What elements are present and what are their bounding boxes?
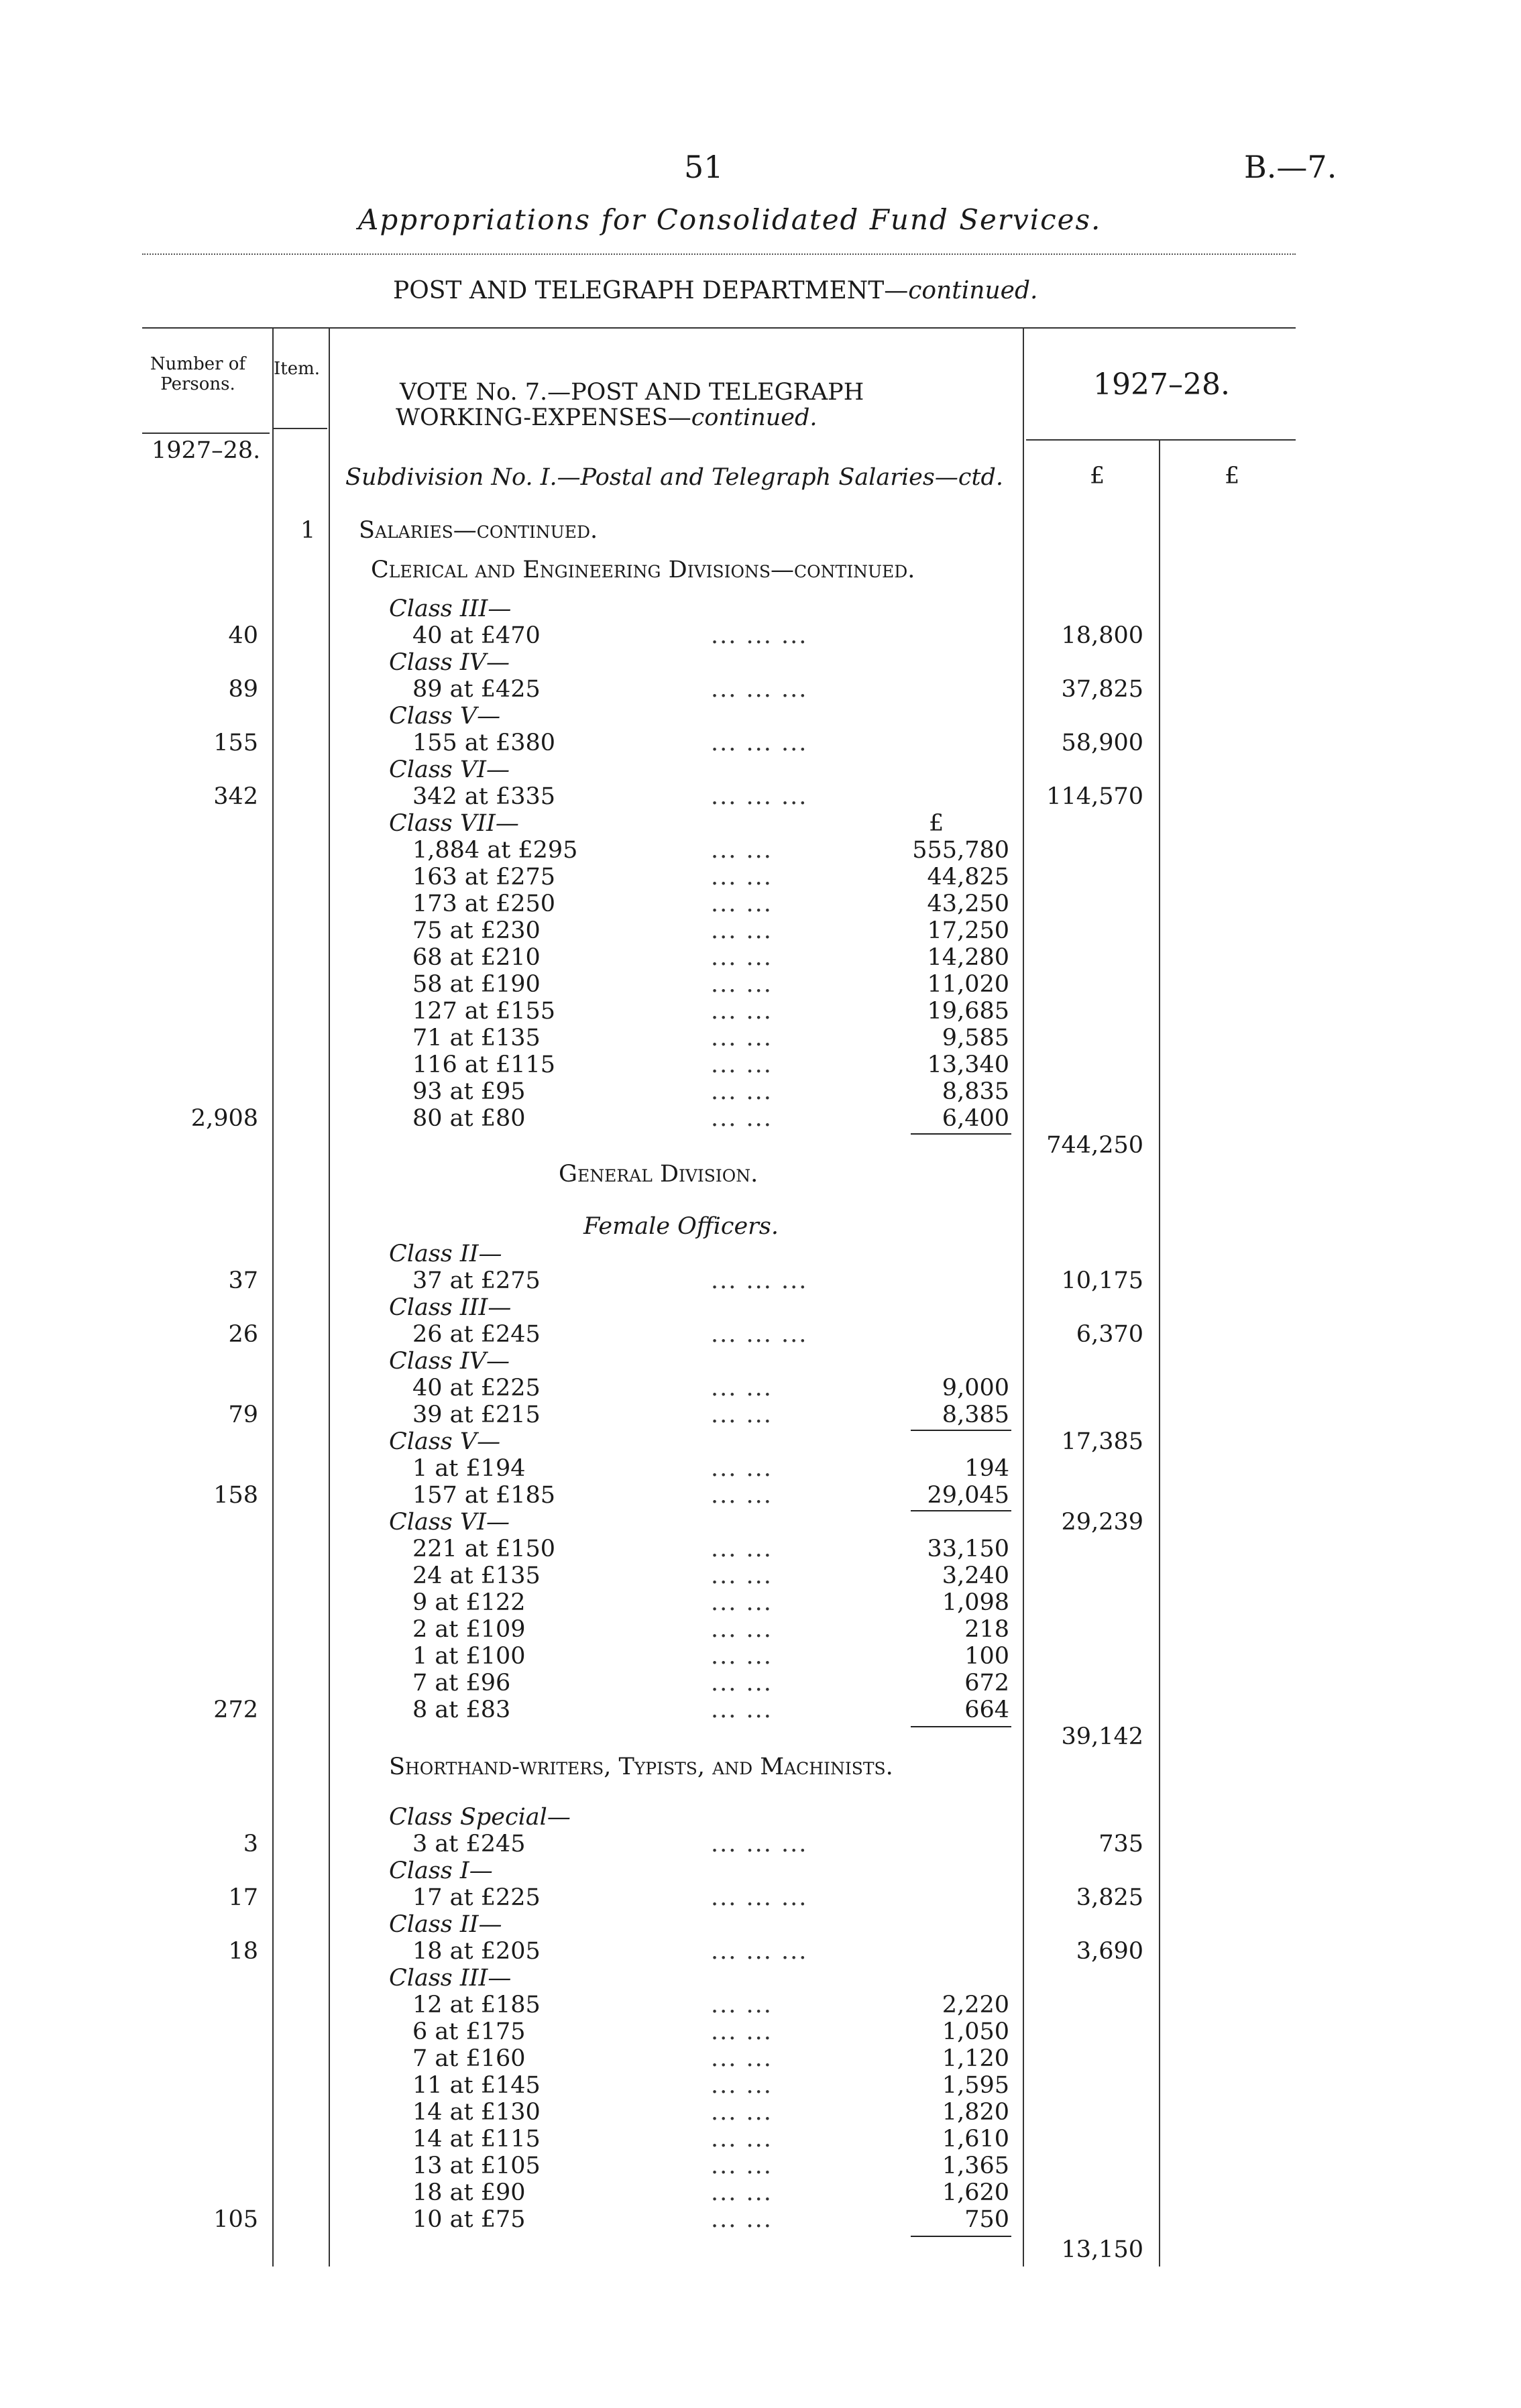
persons-count: 79 (228, 1401, 258, 1428)
subtotal-value: 1,620 (942, 2179, 1009, 2206)
row-total: 39,142 (1061, 1723, 1143, 1750)
vote-title-line2 (396, 404, 818, 431)
row-desc: 18 at £90 (412, 2179, 526, 2206)
row-total: 10,175 (1061, 1267, 1143, 1294)
leader-dots: ... ... (711, 2099, 773, 2126)
subtotal-value: 1,610 (942, 2126, 1009, 2153)
header-year: 1927–28. (1093, 367, 1230, 402)
persons-count: 158 (213, 1482, 258, 1509)
class-label: Class V— (389, 1428, 501, 1455)
leader-dots: ... ... ... (711, 730, 808, 756)
leader-dots: ... ... (711, 1105, 773, 1132)
class-label: Class III— (389, 595, 512, 622)
row-desc: 11 at £145 (412, 2072, 541, 2099)
leader-dots: ... ... (711, 998, 773, 1025)
leader-dots: ... ... ... (711, 1884, 808, 1911)
leader-dots: ... ... ... (711, 1938, 808, 1965)
row-desc: 39 at £215 (412, 1401, 541, 1428)
item-number: 1 (300, 517, 316, 544)
persons-count: 2,908 (190, 1105, 258, 1132)
row-total: 18,800 (1061, 622, 1143, 649)
class-label: Class II— (389, 1241, 502, 1267)
subtotal-value: 9,585 (942, 1025, 1009, 1051)
table-top-rule (142, 327, 1296, 329)
subdivision-heading: Subdivision No. I.—Postal and Telegraph Salaries—ctd. (345, 464, 1004, 491)
class-label: Class VI— (389, 1509, 510, 1536)
persons-count: 342 (213, 783, 258, 810)
class-label: Class I— (389, 1857, 493, 1884)
row-desc: 89 at £425 (412, 676, 541, 703)
leader-dots: ... ... (711, 917, 773, 944)
leader-dots: ... ... ... (711, 622, 808, 649)
row-desc: 1,884 at £295 (412, 837, 578, 864)
subtotal-value: 13,340 (927, 1051, 1009, 1078)
row-desc: 7 at £96 (412, 1670, 511, 1697)
row-total: 6,370 (1076, 1321, 1143, 1348)
row-total: 17,385 (1061, 1428, 1143, 1455)
row-desc: 58 at £190 (412, 971, 541, 998)
row-desc: 13 at £105 (412, 2153, 541, 2179)
row-desc: 71 at £135 (412, 1025, 541, 1051)
pound-col1: £ (1090, 463, 1105, 490)
leader-dots: ... ... (711, 1482, 773, 1509)
subtotal-value: 9,000 (942, 1375, 1009, 1401)
subtotal-value: 1,098 (942, 1589, 1009, 1616)
leader-dots: ... ... ... (711, 676, 808, 703)
header-divider (142, 253, 1296, 255)
department-suffix: continued. (908, 277, 1038, 304)
subtotal-value: 29,045 (927, 1482, 1009, 1509)
subtotal-value: 43,250 (927, 891, 1009, 917)
leader-dots: ... ... (711, 971, 773, 998)
persons-count: 3 (243, 1831, 258, 1857)
female-officers-heading: Female Officers. (583, 1213, 779, 1240)
subtotal-rule (911, 1510, 1011, 1511)
rule-item-desc (329, 329, 330, 2267)
subtotal-value: 8,385 (942, 1401, 1009, 1428)
leader-dots: ... ... (711, 1078, 773, 1105)
class-label: Class III— (389, 1294, 512, 1321)
row-desc: 157 at £185 (412, 1482, 556, 1509)
subtotal-rule (911, 1430, 1011, 1431)
persons-count: 37 (228, 1267, 258, 1294)
row-desc: 10 at £75 (412, 2206, 526, 2233)
leader-dots: ... ... (711, 2072, 773, 2099)
subtotal-value: 555,780 (912, 837, 1009, 864)
rule-desc-year (1023, 329, 1024, 2267)
item-header-rule (274, 428, 327, 429)
row-desc: 14 at £130 (412, 2099, 541, 2126)
subtotal-value: 672 (964, 1670, 1009, 1697)
subtotal-rule (911, 1133, 1011, 1135)
leader-dots: ... ... (711, 2153, 773, 2179)
row-desc: 163 at £275 (412, 864, 556, 891)
row-desc: 127 at £155 (412, 998, 556, 1025)
row-desc: 221 at £150 (412, 1536, 556, 1562)
subtotal-rule (911, 2236, 1011, 2237)
leader-dots: ... ... (711, 2179, 773, 2206)
leader-dots: ... ... (711, 1697, 773, 1723)
row-desc: 6 at £175 (412, 2018, 526, 2045)
header-number-of-persons: Number of Persons. (150, 354, 246, 394)
leader-dots: ... ... (711, 1616, 773, 1643)
row-desc: 2 at £109 (412, 1616, 526, 1643)
persons-count: 40 (228, 622, 258, 649)
leader-dots: ... ... (711, 2018, 773, 2045)
subtotal-value: 3,240 (942, 1562, 1009, 1589)
clerical-heading: Clerical and Engineering Divisions—continued. (371, 557, 915, 583)
class-label: Class IV— (389, 1348, 510, 1375)
row-desc: 37 at £275 (412, 1267, 541, 1294)
persons-year: 1927–28. (152, 437, 261, 464)
persons-count: 26 (228, 1321, 258, 1348)
leader-dots: ... ... ... (711, 783, 808, 810)
row-total: 29,239 (1061, 1509, 1143, 1536)
page-reference: B.—7. (1244, 149, 1337, 185)
persons-count: 155 (213, 730, 258, 756)
shorthand-heading: Shorthand-writers, Typists, and Machinists. (389, 1754, 893, 1780)
leader-dots: ... ... (711, 1992, 773, 2018)
salaries-heading: Salaries—continued. (359, 517, 598, 544)
row-total: 735 (1098, 1831, 1143, 1857)
page-number: 51 (684, 149, 724, 185)
class-label: Class II— (389, 1911, 502, 1938)
subtotal-value: 8,835 (942, 1078, 1009, 1105)
general-division-heading: General Division. (559, 1161, 758, 1188)
row-desc: 14 at £115 (412, 2126, 541, 2153)
header-item: Item. (274, 359, 321, 379)
vote-title-suffix: continued. (691, 404, 818, 431)
subtotal-value: 33,150 (927, 1536, 1009, 1562)
persons-count: 272 (213, 1697, 258, 1723)
row-total: 58,900 (1061, 730, 1143, 756)
subtotal-value: 2,220 (942, 1992, 1009, 2018)
row-desc: 17 at £225 (412, 1884, 541, 1911)
leader-dots: ... ... (711, 837, 773, 864)
row-desc: 116 at £115 (412, 1051, 556, 1078)
row-desc: 24 at £135 (412, 1562, 541, 1589)
leader-dots: ... ... (711, 1536, 773, 1562)
row-desc: 9 at £122 (412, 1589, 526, 1616)
leader-dots: ... ... (711, 1670, 773, 1697)
subtotal-value: 750 (964, 2206, 1009, 2233)
subtotal-value: 1,120 (942, 2045, 1009, 2072)
subtotal-value: 1,365 (942, 2153, 1009, 2179)
class-label: Class Special— (389, 1804, 571, 1831)
leader-dots: ... ... (711, 1562, 773, 1589)
leader-dots: ... ... (711, 1051, 773, 1078)
subtotal-value: 1,820 (942, 2099, 1009, 2126)
row-desc: 80 at £80 (412, 1105, 526, 1132)
rule-year-split (1159, 439, 1160, 2267)
row-total: 13,150 (1061, 2236, 1143, 2263)
leader-dots: ... ... ... (711, 1267, 808, 1294)
subtotal-value: 19,685 (927, 998, 1009, 1025)
page-title: Appropriations for Consolidated Fund Services. (358, 203, 1102, 236)
leader-dots: ... ... (711, 891, 773, 917)
class-label: Class III— (389, 1965, 512, 1992)
row-desc: 93 at £95 (412, 1078, 526, 1105)
subtotal-value: 44,825 (927, 864, 1009, 891)
subtotal-value: 194 (964, 1455, 1009, 1482)
subtotal-pound: £ (929, 810, 944, 837)
subtotal-value: 6,400 (942, 1105, 1009, 1132)
row-desc: 155 at £380 (412, 730, 556, 756)
row-desc: 1 at £100 (412, 1643, 526, 1670)
row-desc: 68 at £210 (412, 944, 541, 971)
subtotal-value: 17,250 (927, 917, 1009, 944)
leader-dots: ... ... (711, 2206, 773, 2233)
department-heading (393, 277, 1037, 304)
class-label: Class VII— (389, 810, 519, 837)
subtotal-value: 1,595 (942, 2072, 1009, 2099)
leader-dots: ... ... (711, 1455, 773, 1482)
persons-count: 105 (213, 2206, 258, 2233)
row-total: 114,570 (1046, 783, 1143, 810)
row-desc: 75 at £230 (412, 917, 541, 944)
row-desc: 3 at £245 (412, 1831, 526, 1857)
row-desc: 40 at £470 (412, 622, 541, 649)
leader-dots: ... ... (711, 2126, 773, 2153)
row-total: 744,250 (1046, 1132, 1143, 1159)
row-desc: 1 at £194 (412, 1455, 526, 1482)
leader-dots: ... ... (711, 1401, 773, 1428)
subtotal-value: 1,050 (942, 2018, 1009, 2045)
persons-count: 17 (228, 1884, 258, 1911)
class-label: Class IV— (389, 649, 510, 676)
vote-title-text: WORKING-EXPENSES— (396, 404, 691, 431)
row-desc: 342 at £335 (412, 783, 556, 810)
row-total: 3,825 (1076, 1884, 1143, 1911)
leader-dots: ... ... ... (711, 1831, 808, 1857)
leader-dots: ... ... (711, 944, 773, 971)
persons-header-rule (142, 433, 270, 434)
persons-count: 18 (228, 1938, 258, 1965)
subtotal-value: 11,020 (927, 971, 1009, 998)
row-desc: 12 at £185 (412, 1992, 541, 2018)
leader-dots: ... ... (711, 1025, 773, 1051)
subtotal-rule (911, 1726, 1011, 1727)
persons-count: 89 (228, 676, 258, 703)
row-desc: 8 at £83 (412, 1697, 511, 1723)
subtotal-value: 100 (964, 1643, 1009, 1670)
row-desc: 18 at £205 (412, 1938, 541, 1965)
leader-dots: ... ... (711, 864, 773, 891)
leader-dots: ... ... (711, 1643, 773, 1670)
leader-dots: ... ... (711, 1589, 773, 1616)
class-label: Class V— (389, 703, 501, 730)
leader-dots: ... ... (711, 1375, 773, 1401)
row-total: 37,825 (1061, 676, 1143, 703)
row-total: 3,690 (1076, 1938, 1143, 1965)
row-desc: 7 at £160 (412, 2045, 526, 2072)
row-desc: 26 at £245 (412, 1321, 541, 1348)
rule-persons-item (272, 329, 274, 2267)
class-label: Class VI— (389, 756, 510, 783)
leader-dots: ... ... (711, 2045, 773, 2072)
pound-col2: £ (1225, 463, 1240, 490)
subtotal-value: 664 (964, 1697, 1009, 1723)
leader-dots: ... ... ... (711, 1321, 808, 1348)
row-desc: 40 at £225 (412, 1375, 541, 1401)
subtotal-value: 218 (964, 1616, 1009, 1643)
department-name: POST AND TELEGRAPH DEPARTMENT— (393, 277, 909, 304)
subtotal-value: 14,280 (927, 944, 1009, 971)
row-desc: 173 at £250 (412, 891, 556, 917)
vote-title-line1: VOTE No. 7.—POST AND TELEGRAPH (400, 379, 864, 406)
year-header-rule (1026, 439, 1296, 441)
